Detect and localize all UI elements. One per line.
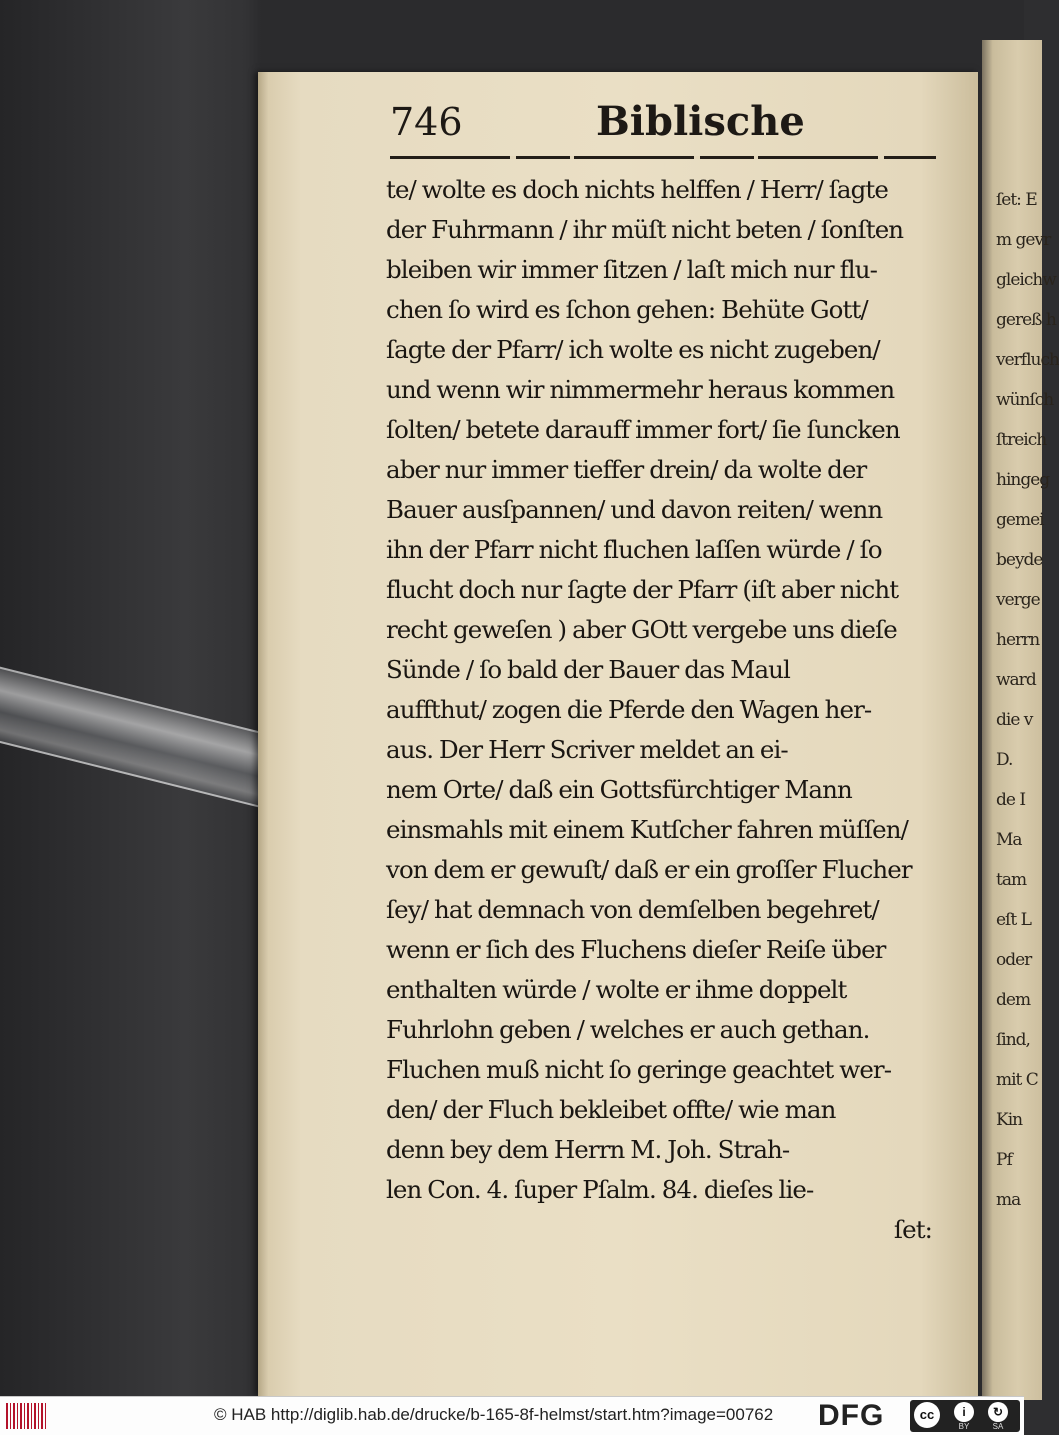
- cc-license-badge[interactable]: [910, 1400, 1020, 1432]
- cc-icon: cc: [914, 1402, 940, 1428]
- facing-page-word: tam: [996, 870, 1027, 890]
- text-line: Fuhrlohn geben / welches er auch gethan.: [386, 1015, 870, 1044]
- text-line: bleiben wir immer ſitzen / laſt mich nur flu-: [386, 255, 877, 284]
- text-line: te/ wolte es doch nichts helffen / Herr/ ſagte: [386, 175, 888, 204]
- facing-page-word: ſind,: [996, 1030, 1030, 1050]
- facing-page-word: hingeg: [996, 470, 1050, 490]
- text-line: Sünde / ſo bald der Bauer das Maul: [386, 655, 790, 684]
- facing-page-word: mit C: [996, 1070, 1038, 1090]
- facing-page-word: ward: [996, 670, 1036, 690]
- facing-page-word: verfluch: [996, 350, 1059, 370]
- license-by: BY: [958, 1422, 970, 1431]
- text-line: chen ſo wird es ſchon gehen: Behüte Gott/: [386, 295, 868, 324]
- text-line: Bauer ausſpannen/ und davon reiten/ wenn: [386, 495, 883, 524]
- text-line: len Con. 4. ſuper Pſalm. 84. dieſes lie-: [386, 1175, 814, 1204]
- text-line: einsmahls mit einem Kutſcher fahren müſſen/: [386, 815, 909, 844]
- catchword: ſet:: [893, 1215, 932, 1244]
- text-line: der Fuhrmann / ihr müſt nicht beten / ſonſten: [386, 215, 904, 244]
- facing-page-word: herrn: [996, 630, 1040, 650]
- facing-page-word: Pf: [996, 1150, 1012, 1170]
- text-line: aber nur immer tieffer drein/ da wolte der: [386, 455, 867, 484]
- page-number: 746: [390, 100, 463, 144]
- facing-page-word: ſtreich: [996, 430, 1047, 450]
- source-credit[interactable]: © HAB http://diglib.hab.de/drucke/b-165-8f-helmst/start.htm?image=00762: [214, 1405, 774, 1424]
- facing-page-word: gereß h: [996, 310, 1056, 330]
- facing-page-word: wünſch: [996, 390, 1054, 410]
- footer-bar: [0, 1396, 1024, 1435]
- text-line: und wenn wir nimmermehr heraus kommen: [386, 375, 895, 404]
- facing-page-word: Kin: [996, 1110, 1023, 1130]
- text-line: ſey/ hat demnach von demſelben begehret/: [386, 895, 879, 924]
- text-line: enthalten würde / wolte er ihme doppelt: [386, 975, 847, 1004]
- body-text: [386, 170, 946, 1250]
- text-line: auffthut/ zogen die Pferde den Wagen her-: [386, 695, 872, 724]
- license-sa: SA: [992, 1422, 1004, 1431]
- facing-page-word: D.: [996, 750, 1013, 770]
- running-head: Biblische: [596, 98, 805, 145]
- facing-page-word: verge: [996, 590, 1040, 610]
- facing-page-word: ſet: E: [996, 190, 1037, 210]
- facing-page-word: de I: [996, 790, 1026, 810]
- hab-barcode-logo: [6, 1403, 46, 1429]
- facing-page-word: dem: [996, 990, 1031, 1010]
- text-line: wenn er ſich des Fluchens dieſer Reiſe über: [386, 935, 886, 964]
- text-line: denn bey dem Herrn M. Joh. Strah-: [386, 1135, 790, 1164]
- text-line: flucht doch nur ſagte der Pfarr (iſt aber nicht: [386, 575, 899, 604]
- text-line: recht geweſen ) aber GOtt vergebe uns dieſe: [386, 615, 897, 644]
- facing-page-word: die v: [996, 710, 1033, 730]
- facing-page-word: m gevr: [996, 230, 1051, 250]
- person-icon: i: [954, 1402, 974, 1422]
- header-rule: [390, 156, 936, 159]
- text-line: aus. Der Herr Scriver meldet an ei-: [386, 735, 788, 764]
- facing-page-word: gleichw: [996, 270, 1056, 290]
- page-gutter-edge: [258, 72, 268, 1396]
- facing-page-word: gemei: [996, 510, 1044, 530]
- dfg-logo: DFG: [818, 1399, 885, 1432]
- share-alike-icon: ↻: [988, 1402, 1008, 1422]
- facing-page-word: beyde: [996, 550, 1043, 570]
- text-line: ſolten/ betete darauff immer fort/ ſie ſuncken: [386, 415, 900, 444]
- text-line: von dem er gewuſt/ daß er ein groſſer Flucher: [386, 855, 912, 884]
- text-line: den/ der Fluch bekleibet offte/ wie man: [386, 1095, 836, 1124]
- facing-page-word: Ma: [996, 830, 1022, 850]
- text-line: ſagte der Pfarr/ ich wolte es nicht zugeben/: [386, 335, 880, 364]
- text-line: Fluchen muß nicht ſo geringe geachtet wer-: [386, 1055, 892, 1084]
- text-line: nem Orte/ daß ein Gottsfürchtiger Mann: [386, 775, 852, 804]
- facing-page-word: eſt L: [996, 910, 1031, 930]
- facing-page-word: oder: [996, 950, 1032, 970]
- facing-page-fragment: [982, 40, 1059, 1400]
- facing-page-word: ma: [996, 1190, 1021, 1210]
- text-line: ihn der Pfarr nicht fluchen laſſen würde / ſo: [386, 535, 882, 564]
